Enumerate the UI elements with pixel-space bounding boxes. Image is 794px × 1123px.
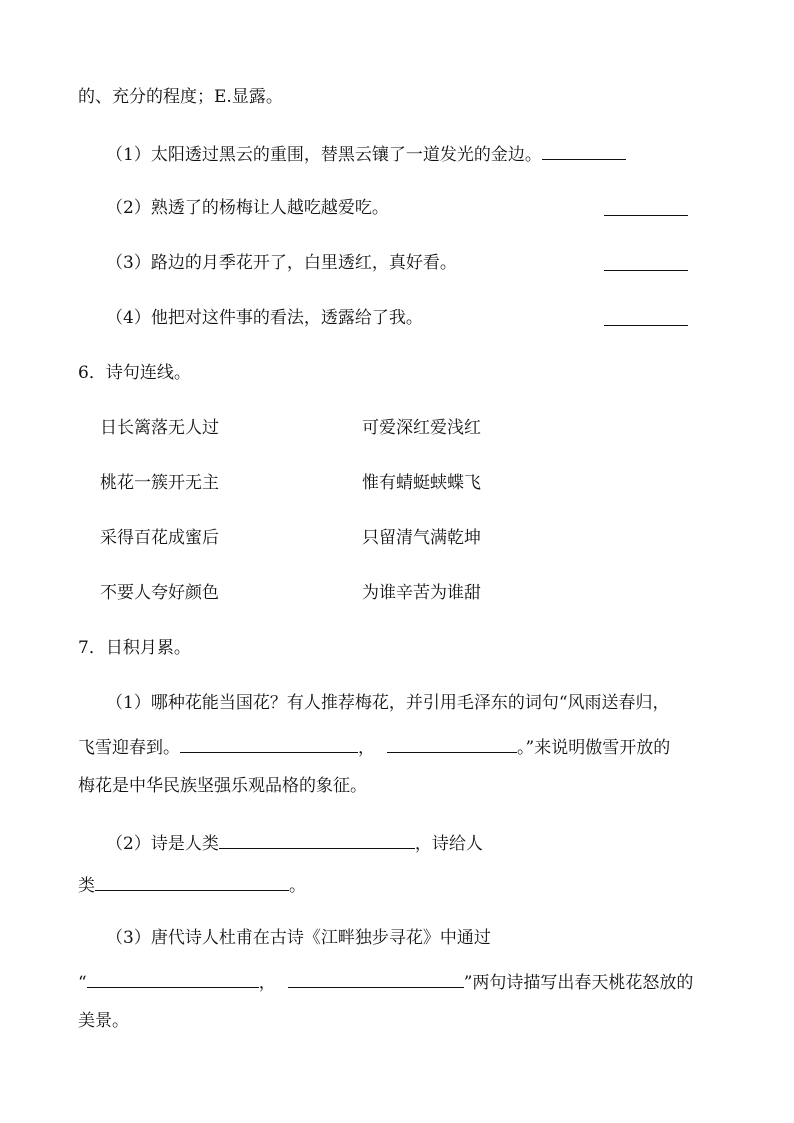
q6-left-line-2[interactable]: 桃花一簇开无主 [100,473,219,493]
q7-2-text-c: 类 [78,876,95,896]
q6-left-line-4[interactable]: 不要人夸好颜色 [100,583,219,603]
q7-1-blank-1[interactable] [180,734,358,753]
q6-left-line-3[interactable]: 采得百花成蜜后 [100,528,219,548]
q7-1-line-1: （1）哪种花能当国花？有人推荐梅花，并引用毛泽东的词句“风雨送春归， [106,693,670,713]
q7-1-line-3: 梅花是中华民族坚强乐观品格的象征。 [78,776,367,796]
q5-item-3: （3）路边的月季花开了，白里透红，真好看。 [106,253,457,273]
q5-item-4: （4）他把对这件事的看法，透露给了我。 [106,308,423,328]
q5-item-3-answer-blank[interactable] [604,269,688,271]
q7-2-text-a: （2）诗是人类 [106,834,219,854]
q7-1-line-2 [78,734,670,759]
q7-title: 7．日积月累。 [78,638,191,658]
q7-2-text-d: 。 [289,876,306,896]
q5-item-2: （2）熟透了的杨梅让人越吃越爱吃。 [106,198,389,218]
q7-1-blank-2[interactable] [387,734,517,753]
q7-1-text-a: 飞雪迎春到。 [78,738,180,758]
q7-3-text-b: ， [258,973,276,993]
q7-2-text-b: ，诗给人 [414,834,483,854]
q6-right-line-3[interactable]: 只留清气满乾坤 [362,528,481,548]
q6-left-line-1[interactable]: 日长篱落无人过 [100,418,219,438]
q7-2-blank-2[interactable] [95,872,289,891]
q5-tail-text: 的、充分的程度；E.显露。 [78,87,283,107]
q5-item-1-answer-blank[interactable] [542,141,626,160]
q7-2-line-1 [106,830,483,855]
q7-3-line-1: （3）唐代诗人杜甫在古诗《江畔独步寻花》中通过 [106,928,491,948]
q6-title: 6．诗句连线。 [78,363,191,383]
q5-item-2-answer-blank[interactable] [604,214,688,216]
q7-3-line-2 [78,969,693,994]
q7-3-line-3: 美景。 [78,1011,129,1031]
q7-2-line-2 [78,872,306,897]
q7-3-text-a: “ [78,973,87,993]
q7-3-blank-2[interactable] [288,969,464,988]
q7-1-text-c: 。”来说明傲雪开放的 [517,738,671,758]
q7-3-blank-1[interactable] [87,969,259,988]
q6-right-line-1[interactable]: 可爱深红爱浅红 [362,418,481,438]
q6-right-line-2[interactable]: 惟有蜻蜓蛱蝶飞 [362,473,481,493]
q7-2-blank-1[interactable] [219,830,415,849]
q5-item-1 [106,141,626,166]
q5-item-1-text: （1）太阳透过黑云的重围，替黑云镶了一道发光的金边。 [106,145,542,165]
q6-right-line-4[interactable]: 为谁辛苦为谁甜 [362,583,481,603]
q7-1-text-b: ， [358,738,375,758]
q5-item-4-answer-blank[interactable] [604,324,688,326]
q7-3-text-c: ”两句诗描写出春天桃花怒放的 [463,973,694,993]
